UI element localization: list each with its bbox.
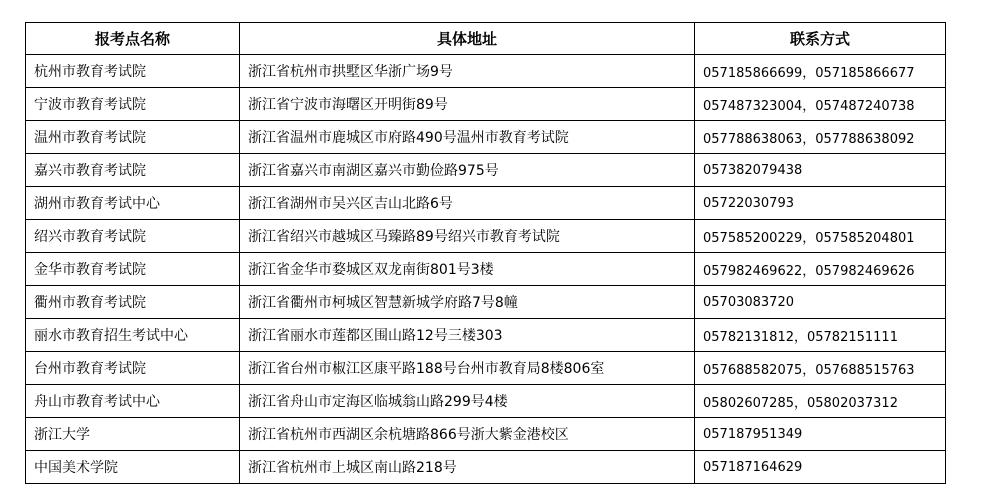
address-cell: 浙江省温州市鹿城区市府路490号温州市教育考试院 bbox=[240, 121, 695, 154]
site-name-cell: 丽水市教育招生考试中心 bbox=[26, 319, 240, 352]
site-name-cell: 温州市教育考试院 bbox=[26, 121, 240, 154]
table-row bbox=[26, 385, 946, 418]
phone-cell: 05722030793 bbox=[695, 187, 946, 220]
site-name-cell: 金华市教育考试院 bbox=[26, 253, 240, 286]
phone-cell: 057982469622，057982469626 bbox=[695, 253, 946, 286]
site-name-cell: 杭州市教育考试院 bbox=[26, 55, 240, 88]
table-row bbox=[26, 88, 946, 121]
phone-cell: 057185866699，057185866677 bbox=[695, 55, 946, 88]
phone-cell: 057187951349 bbox=[695, 418, 946, 451]
site-name-cell: 浙江大学 bbox=[26, 418, 240, 451]
site-name-cell: 绍兴市教育考试院 bbox=[26, 220, 240, 253]
address-cell: 浙江省衢州市柯城区智慧新城学府路7号8幢 bbox=[240, 286, 695, 319]
table-row bbox=[26, 286, 946, 319]
address-cell: 浙江省绍兴市越城区马臻路89号绍兴市教育考试院 bbox=[240, 220, 695, 253]
address-cell: 浙江省舟山市定海区临城翁山路299号4楼 bbox=[240, 385, 695, 418]
address-cell: 浙江省嘉兴市南湖区嘉兴市勤俭路975号 bbox=[240, 154, 695, 187]
table-row bbox=[26, 319, 946, 352]
address-cell: 浙江省金华市婺城区双龙南街801号3楼 bbox=[240, 253, 695, 286]
phone-cell: 05802607285，05802037312 bbox=[695, 385, 946, 418]
site-name-cell: 宁波市教育考试院 bbox=[26, 88, 240, 121]
address-cell: 浙江省杭州市西湖区余杭塘路866号浙大紫金港校区 bbox=[240, 418, 695, 451]
header-address: 具体地址 bbox=[240, 23, 695, 55]
address-cell: 浙江省杭州市上城区南山路218号 bbox=[240, 451, 695, 484]
phone-cell: 05782131812，05782151111 bbox=[695, 319, 946, 352]
table-row bbox=[26, 418, 946, 451]
table-row bbox=[26, 121, 946, 154]
phone-cell: 057788638063，057788638092 bbox=[695, 121, 946, 154]
address-cell: 浙江省湖州市吴兴区吉山北路6号 bbox=[240, 187, 695, 220]
phone-cell: 057487323004，057487240738 bbox=[695, 88, 946, 121]
address-cell: 浙江省丽水市莲都区围山路12号三楼303 bbox=[240, 319, 695, 352]
table-row bbox=[26, 253, 946, 286]
phone-cell: 057382079438 bbox=[695, 154, 946, 187]
site-name-cell: 嘉兴市教育考试院 bbox=[26, 154, 240, 187]
phone-cell: 057688582075，057688515763 bbox=[695, 352, 946, 385]
header-site-name: 报考点名称 bbox=[26, 23, 240, 55]
table-row bbox=[26, 55, 946, 88]
exam-site-table bbox=[25, 22, 946, 484]
table-row bbox=[26, 451, 946, 484]
site-name-cell: 衢州市教育考试院 bbox=[26, 286, 240, 319]
phone-cell: 057187164629 bbox=[695, 451, 946, 484]
table-row bbox=[26, 220, 946, 253]
site-name-cell: 台州市教育考试院 bbox=[26, 352, 240, 385]
address-cell: 浙江省宁波市海曙区开明街89号 bbox=[240, 88, 695, 121]
site-name-cell: 湖州市教育考试中心 bbox=[26, 187, 240, 220]
table-row bbox=[26, 154, 946, 187]
table-header-row bbox=[26, 23, 946, 55]
phone-cell: 05703083720 bbox=[695, 286, 946, 319]
table-row bbox=[26, 187, 946, 220]
header-contact: 联系方式 bbox=[695, 23, 946, 55]
site-name-cell: 舟山市教育考试中心 bbox=[26, 385, 240, 418]
exam-site-table-container bbox=[25, 22, 945, 484]
phone-cell: 057585200229，057585204801 bbox=[695, 220, 946, 253]
address-cell: 浙江省杭州市拱墅区华浙广场9号 bbox=[240, 55, 695, 88]
table-row bbox=[26, 352, 946, 385]
address-cell: 浙江省台州市椒江区康平路188号台州市教育局8楼806室 bbox=[240, 352, 695, 385]
site-name-cell: 中国美术学院 bbox=[26, 451, 240, 484]
